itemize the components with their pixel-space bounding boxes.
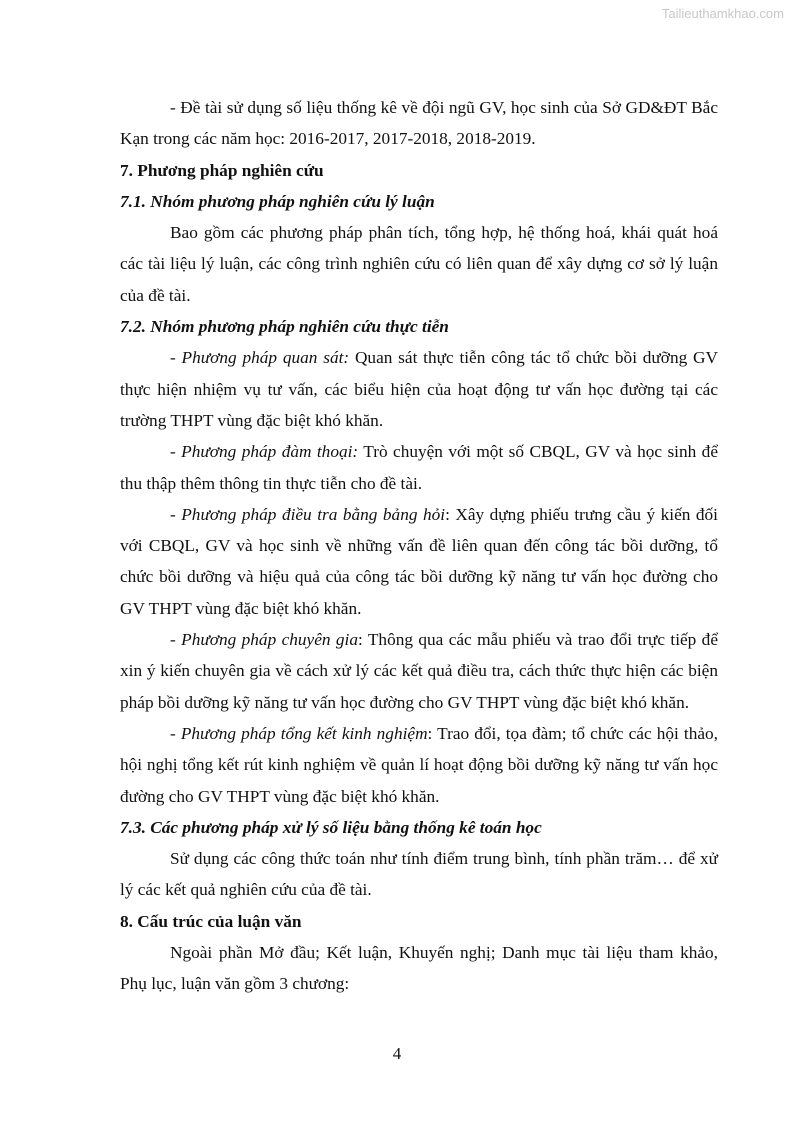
method-experience-text: : Trao đổi, tọa đàm; tổ chức các hội thảo, hội nghị tổng kết rút kinh nghiệm về quản lí hoạt động bồi dưỡng kỹ năng tư vấn học đường cho GV THPT vùng đặc biệt khó khăn. [120,723,718,806]
section-7-heading: 7. Phương pháp nghiên cứu [120,160,324,180]
method-expert-text: : Thông qua các mẫu phiếu và trao đổi trực tiếp để xin ý kiến chuyên gia về cách xử lý các kết quả điều tra, cách thức thực hiện các biện pháp bồi dưỡng kỹ năng tư vấn học đường cho GV THPT vùng đặc biệt khó khăn. [120,630,718,712]
section-8-paragraph: Ngoài phần Mở đầu; Kết luận, Khuyến nghị; Danh mục tài liệu tham khảo, Phụ lục, luận văn gồm 3 chương: [120,943,718,994]
section-8-heading: 8. Cấu trúc của luận văn [120,911,302,931]
method-experience-paragraph [120,718,718,812]
method-observation-label: - Phương pháp quan sát: [170,348,350,368]
method-conversation-paragraph [120,436,718,499]
method-expert-paragraph [120,624,718,718]
method-observation-text: Quan sát thực tiễn công tác tổ chức bồi dưỡng GV thực hiện nhiệm vụ tư vấn, các biểu hiện của hoạt động tư vấn học đường tại các trường THPT vùng đặc biệt khó khăn. [120,348,718,430]
data-source-paragraph: - Đề tài sử dụng số liệu thống kê về đội ngũ GV, học sinh của Sở GD&ĐT Bắc Kạn trong các năm học: 2016-2017, 2017-2018, 2018-2019. [120,98,718,149]
section-7-3-paragraph: Sử dụng các công thức toán như tính điểm trung bình, tính phần trăm… để xử lý các kết quả nghiên cứu của đề tài. [120,849,718,900]
section-7-1-heading: 7.1. Nhóm phương pháp nghiên cứu lý luận [120,191,435,211]
method-survey-label: - Phương pháp điều tra bằng bảng hỏi [170,504,446,524]
page-number: 4 [392,1044,402,1063]
watermark-text: Tailieuthamkhao.com [661,6,784,21]
method-survey-text: : Xây dựng phiếu trưng cầu ý kiến đối với CBQL, GV và học sinh về những vấn đề liên quan đến công tác bồi dưỡng, tổ chức bồi dưỡng và hiệu quả của công tác bồi dưỡng kỹ năng tư vấn học đường cho GV THPT vùng đặc biệt khó khăn. [120,504,718,618]
method-observation-paragraph [120,342,718,436]
section-7-3-heading: 7.3. Các phương pháp xử lý số liệu bằng thống kê toán học [120,817,542,837]
method-conversation-text: Trò chuyện với một số CBQL, GV và học sinh để thu thập thêm thông tin thực tiễn cho đề tài. [120,442,718,493]
method-survey-paragraph [120,499,718,624]
section-7-1-paragraph: Bao gồm các phương pháp phân tích, tổng hợp, hệ thống hoá, khái quát hoá các tài liệu lý luận, các công trình nghiên cứu có liên quan để xây dựng cơ sở lý luận của đề tài. [120,223,718,305]
page-body [120,92,718,1000]
method-experience-label: - Phương pháp tổng kết kinh nghiệm [170,723,428,743]
section-7-2-heading: 7.2. Nhóm phương pháp nghiên cứu thực tiễn [120,317,449,337]
method-conversation-label: - Phương pháp đàm thoại: [170,442,359,462]
method-expert-label: - Phương pháp chuyên gia [170,630,358,650]
